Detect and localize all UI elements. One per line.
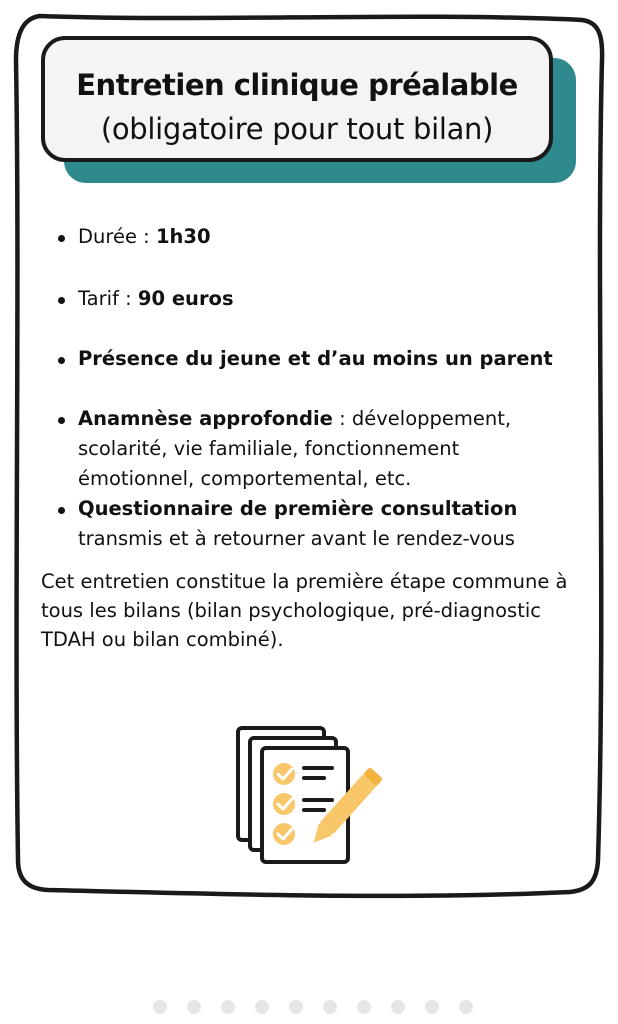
- carousel-dot: [187, 1000, 201, 1014]
- carousel-dot: [153, 1000, 167, 1014]
- carousel-dots: [150, 996, 480, 1018]
- checklist-pencil-icon: [228, 720, 388, 870]
- carousel-dot: [357, 1000, 371, 1014]
- carousel-dot: [255, 1000, 269, 1014]
- description-text: Cet entretien constitue la première étape commune à tous les bilans (bilan psychologique, pré-diagnostic TDAH ou bilan combiné).: [41, 570, 568, 651]
- carousel-dot: [221, 1000, 235, 1014]
- carousel-dot: [459, 1000, 473, 1014]
- page-subtitle: (obligatoire pour tout bilan): [100, 112, 494, 146]
- title-box: [41, 36, 553, 162]
- carousel-dot: [391, 1000, 405, 1014]
- list-item-presence: Présence du jeune et d’au moins un parent: [58, 344, 553, 374]
- list-item-questionnaire: Questionnaire de première consultation transmis et à retourner avant le rendez-vous: [58, 494, 558, 554]
- list-item-price: Tarif : 90 euros: [58, 284, 234, 314]
- list-item-duration: Durée : 1h30: [58, 222, 211, 252]
- carousel-dot: [289, 1000, 303, 1014]
- carousel-dot: [323, 1000, 337, 1014]
- list-item-anamnesis: Anamnèse approfondie : développement, scolarité, vie familiale, fonctionnement émotionnel, comportemental, etc.: [58, 404, 558, 494]
- carousel-dot: [425, 1000, 439, 1014]
- page-title: Entretien clinique préalable: [76, 68, 518, 102]
